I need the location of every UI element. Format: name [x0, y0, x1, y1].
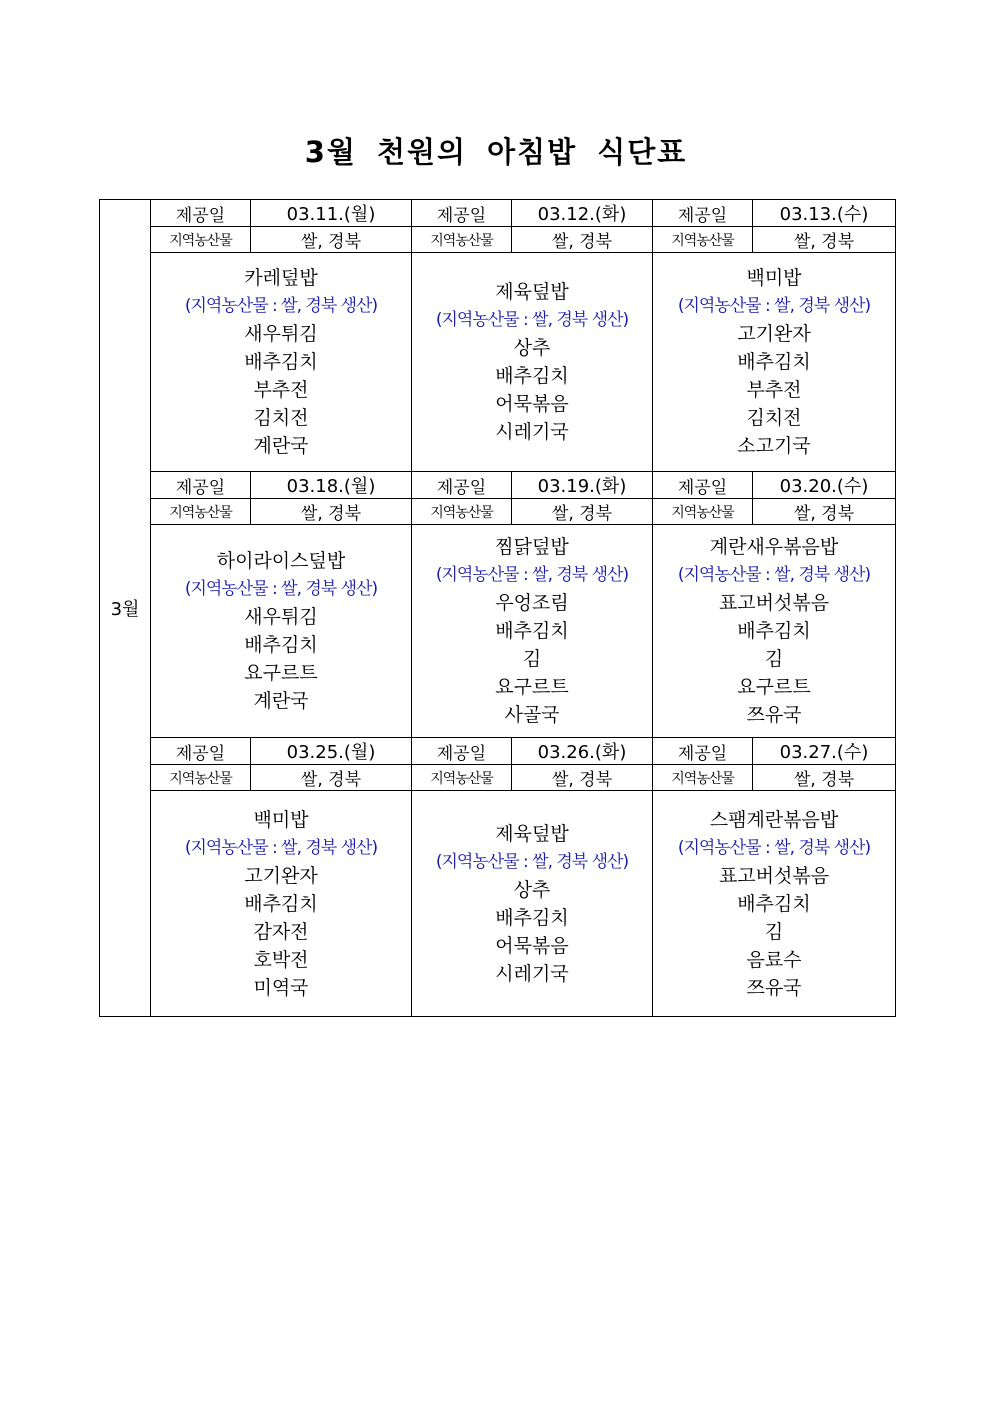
- local-produce-note: (지역농산물 : 쌀, 경북 생산): [184, 579, 378, 599]
- date-value: 03.20.(수): [753, 472, 896, 499]
- local-produce-value: 쌀, 경북: [251, 227, 412, 253]
- week-menu-row: [100, 791, 896, 1017]
- menu-item: 계란국: [253, 690, 309, 712]
- menu-item: 고기완자: [244, 864, 318, 887]
- menu-item: 쯔유국: [746, 704, 802, 726]
- menu-item: 소고기국: [737, 435, 811, 457]
- day-menu: [412, 791, 653, 1017]
- menu-item: 요구르트: [495, 676, 569, 698]
- menu-item: 배추김치: [737, 620, 811, 642]
- menu-item: 김: [522, 648, 542, 670]
- menu-item: 김: [764, 920, 784, 943]
- local-produce-value: 쌀, 경북: [512, 227, 653, 253]
- menu-item: 부추전: [746, 379, 802, 401]
- week-local-row: [100, 227, 896, 253]
- day-menu: [151, 791, 412, 1017]
- menu-item: 김치전: [746, 407, 802, 429]
- day-menu: [653, 791, 896, 1017]
- menu-item: 찜닭덮밥: [495, 536, 569, 558]
- date-value: 03.19.(화): [512, 472, 653, 499]
- menu-item: 제육덮밥: [495, 822, 569, 845]
- menu-item: 김치전: [253, 407, 309, 429]
- date-label: 제공일: [412, 472, 512, 499]
- menu-item: 새우튀김: [244, 323, 318, 345]
- menu-item: 표고버섯볶음: [718, 864, 830, 887]
- date-label: 제공일: [653, 200, 753, 227]
- local-produce-note: (지역농산물 : 쌀, 경북 생산): [435, 565, 629, 585]
- menu-item: 요구르트: [244, 662, 318, 684]
- local-produce-value: 쌀, 경북: [753, 499, 896, 525]
- local-produce-label: 지역농산물: [653, 227, 753, 253]
- day-menu: [151, 525, 412, 738]
- menu-item: 사골국: [504, 704, 560, 726]
- menu-item: 호박전: [253, 948, 309, 971]
- local-produce-note: (지역농산물 : 쌀, 경북 생산): [184, 837, 378, 858]
- menu-item: 배추김치: [244, 351, 318, 373]
- menu-item: 시레기국: [495, 962, 569, 985]
- menu-item: 감자전: [253, 920, 309, 943]
- menu-item: 시레기국: [495, 421, 569, 443]
- week-date-row: [100, 200, 896, 227]
- menu-item: 배추김치: [244, 634, 318, 656]
- date-label: 제공일: [412, 200, 512, 227]
- date-value: 03.13.(수): [753, 200, 896, 227]
- day-menu: [412, 253, 653, 472]
- menu-item: 배추김치: [495, 620, 569, 642]
- local-produce-label: 지역농산물: [151, 499, 251, 525]
- menu-item: 계란새우볶음밥: [709, 536, 839, 558]
- local-produce-label: 지역농산물: [653, 765, 753, 791]
- local-produce-label: 지역농산물: [412, 499, 512, 525]
- menu-item: 표고버섯볶음: [718, 592, 830, 614]
- menu-item: 음료수: [746, 948, 802, 971]
- local-produce-note: (지역농산물 : 쌀, 경북 생산): [435, 851, 629, 872]
- local-produce-value: 쌀, 경북: [251, 499, 412, 525]
- menu-item: 미역국: [253, 976, 309, 999]
- menu-item: 우엉조림: [495, 592, 569, 614]
- day-menu: [412, 525, 653, 738]
- menu-item: 어묵볶음: [495, 393, 569, 415]
- menu-item: 상추: [513, 878, 551, 901]
- local-produce-label: 지역농산물: [412, 765, 512, 791]
- local-produce-note: (지역농산물 : 쌀, 경북 생산): [677, 837, 871, 858]
- date-value: 03.27.(수): [753, 738, 896, 765]
- menu-item: 어묵볶음: [495, 934, 569, 957]
- menu-item: 배추김치: [737, 351, 811, 373]
- date-label: 제공일: [412, 738, 512, 765]
- menu-item: 스팸계란볶음밥: [709, 808, 839, 831]
- menu-table: [99, 199, 896, 1017]
- local-produce-note: (지역농산물 : 쌀, 경북 생산): [677, 296, 871, 316]
- date-value: 03.26.(화): [512, 738, 653, 765]
- week-date-row: [100, 738, 896, 765]
- week-local-row: [100, 499, 896, 525]
- date-label: 제공일: [151, 738, 251, 765]
- menu-item: 상추: [513, 337, 551, 359]
- menu-item: 고기완자: [737, 323, 811, 345]
- local-produce-label: 지역농산물: [151, 765, 251, 791]
- day-menu: [151, 253, 412, 472]
- local-produce-label: 지역농산물: [412, 227, 512, 253]
- menu-item: 배추김치: [495, 906, 569, 929]
- menu-item: 배추김치: [737, 892, 811, 915]
- week-local-row: [100, 765, 896, 791]
- week-menu-row: [100, 525, 896, 738]
- local-produce-note: (지역농산물 : 쌀, 경북 생산): [184, 296, 378, 316]
- date-value: 03.11.(월): [251, 200, 412, 227]
- date-label: 제공일: [151, 200, 251, 227]
- page-title: 3월 천원의 아침밥 식단표: [304, 135, 688, 169]
- month-label: 3월: [100, 200, 151, 1017]
- menu-item: 새우튀김: [244, 606, 318, 628]
- menu-item: 요구르트: [737, 676, 811, 698]
- local-produce-value: 쌀, 경북: [512, 499, 653, 525]
- local-produce-note: (지역농산물 : 쌀, 경북 생산): [677, 565, 871, 585]
- date-label: 제공일: [653, 472, 753, 499]
- date-label: 제공일: [151, 472, 251, 499]
- date-label: 제공일: [653, 738, 753, 765]
- menu-item: 하이라이스덮밥: [216, 550, 346, 572]
- local-produce-value: 쌀, 경북: [251, 765, 412, 791]
- day-menu: [653, 253, 896, 472]
- menu-item: 계란국: [253, 435, 309, 457]
- week-menu-row: [100, 253, 896, 472]
- local-produce-note: (지역농산물 : 쌀, 경북 생산): [435, 310, 629, 330]
- local-produce-label: 지역농산물: [151, 227, 251, 253]
- date-value: 03.12.(화): [512, 200, 653, 227]
- menu-item: 제육덮밥: [495, 281, 569, 303]
- local-produce-label: 지역농산물: [653, 499, 753, 525]
- local-produce-value: 쌀, 경북: [753, 227, 896, 253]
- menu-item: 백미밥: [253, 808, 309, 831]
- menu-item: 쯔유국: [746, 976, 802, 999]
- date-value: 03.25.(월): [251, 738, 412, 765]
- menu-item: 배추김치: [244, 892, 318, 915]
- menu-item: 카레덮밥: [244, 267, 318, 289]
- local-produce-value: 쌀, 경북: [512, 765, 653, 791]
- date-value: 03.18.(월): [251, 472, 412, 499]
- local-produce-value: 쌀, 경북: [753, 765, 896, 791]
- menu-item: 백미밥: [746, 267, 802, 289]
- week-date-row: [100, 472, 896, 499]
- day-menu: [653, 525, 896, 738]
- menu-item: 배추김치: [495, 365, 569, 387]
- menu-item: 김: [764, 648, 784, 670]
- menu-item: 부추전: [253, 379, 309, 401]
